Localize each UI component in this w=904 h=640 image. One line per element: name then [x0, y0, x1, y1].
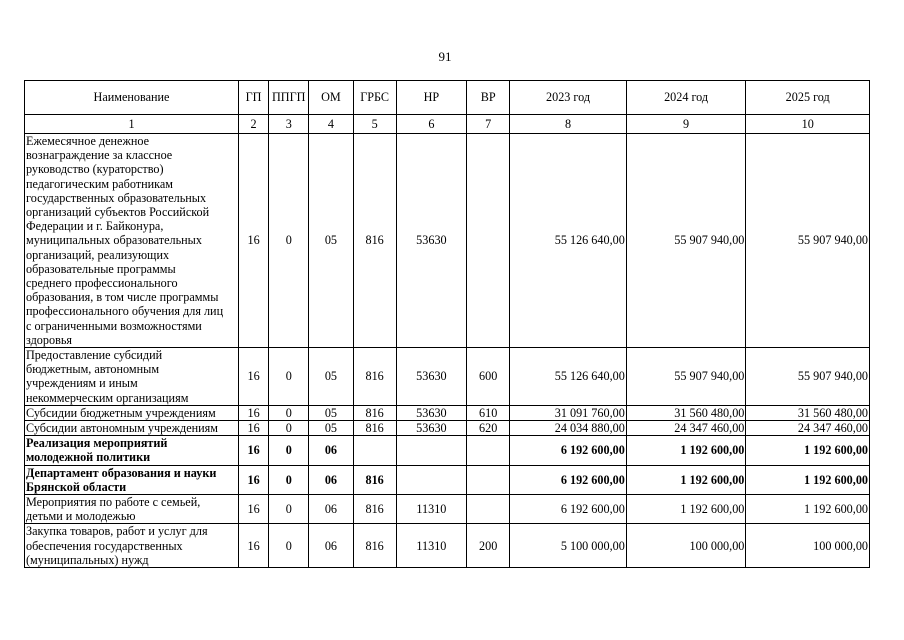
amount-2024-cell: 100 000,00 [626, 524, 746, 568]
header-cell: 2025 год [746, 81, 870, 115]
amount-2025-cell: 1 192 600,00 [746, 436, 870, 465]
amount-2025-cell: 1 192 600,00 [746, 465, 870, 494]
gp-cell: 16 [239, 495, 269, 524]
amount-2023-cell: 24 034 880,00 [510, 421, 627, 436]
header-cell: 2023 год [510, 81, 627, 115]
name-line: Субсидии бюджетным учреждениям [26, 405, 216, 420]
amount-2023-cell: 6 192 600,00 [510, 495, 627, 524]
amount-2025-cell: 31 560 480,00 [746, 405, 870, 420]
amount-2025-cell: 55 907 940,00 [746, 348, 870, 406]
name-line: профессионального обучения для лиц [26, 304, 224, 319]
header-cell: ГП [239, 81, 269, 115]
ppgp-cell: 0 [269, 436, 309, 465]
grbs-cell [353, 436, 396, 465]
row-name-cell [25, 421, 239, 436]
name-line: учреждениям и иным [26, 376, 138, 391]
nr-cell: 53630 [396, 134, 466, 348]
header-cell: ППГП [269, 81, 309, 115]
grbs-cell: 816 [353, 465, 396, 494]
vr-cell [467, 134, 510, 348]
name-line: вознаграждение за классное [26, 148, 173, 163]
ppgp-cell: 0 [269, 524, 309, 568]
row-name-cell [25, 495, 239, 524]
nr-cell: 53630 [396, 421, 466, 436]
column-number: 10 [746, 115, 870, 134]
column-number: 2 [239, 115, 269, 134]
name-line: Предоставление субсидий [26, 348, 163, 363]
vr-cell: 610 [467, 405, 510, 420]
name-line: образовательные программы [26, 261, 176, 276]
gp-cell: 16 [239, 436, 269, 465]
row-name-cell [25, 348, 239, 406]
name-line: образования, в том числе программы [26, 290, 219, 305]
table-row [25, 421, 870, 436]
nr-cell: 53630 [396, 405, 466, 420]
vr-cell: 600 [467, 348, 510, 406]
name-line: здоровья [26, 332, 72, 347]
amount-2025-cell: 100 000,00 [746, 524, 870, 568]
table-row [25, 465, 870, 494]
amount-2024-cell: 1 192 600,00 [626, 436, 746, 465]
amount-2023-cell: 5 100 000,00 [510, 524, 627, 568]
ppgp-cell: 0 [269, 405, 309, 420]
table-row [25, 348, 870, 406]
grbs-cell: 816 [353, 348, 396, 406]
grbs-cell: 816 [353, 524, 396, 568]
vr-cell: 620 [467, 421, 510, 436]
name-line: детьми и молодежью [26, 509, 136, 524]
om-cell: 06 [309, 495, 353, 524]
ppgp-cell: 0 [269, 495, 309, 524]
ppgp-cell: 0 [269, 465, 309, 494]
amount-2023-cell: 31 091 760,00 [510, 405, 627, 420]
om-cell: 06 [309, 436, 353, 465]
header-cell: 2024 год [626, 81, 746, 115]
name-line: Брянской области [26, 479, 127, 494]
ppgp-cell: 0 [269, 134, 309, 348]
header-cell: ГРБС [353, 81, 396, 115]
budget-table [24, 80, 870, 568]
grbs-cell: 816 [353, 134, 396, 348]
grbs-cell: 816 [353, 405, 396, 420]
amount-2024-cell: 1 192 600,00 [626, 465, 746, 494]
amount-2023-cell: 55 126 640,00 [510, 348, 627, 406]
table-row [25, 495, 870, 524]
amount-2023-cell: 6 192 600,00 [510, 465, 627, 494]
name-line: организаций, реализующих [26, 247, 170, 262]
name-line: Департамент образования и науки [26, 465, 217, 480]
column-number-row [25, 115, 870, 134]
name-line: Субсидии автономным учреждениям [26, 421, 218, 436]
gp-cell: 16 [239, 134, 269, 348]
om-cell: 06 [309, 465, 353, 494]
nr-cell: 11310 [396, 524, 466, 568]
gp-cell: 16 [239, 405, 269, 420]
name-line: Закупка товаров, работ и услуг для [26, 524, 208, 539]
gp-cell: 16 [239, 348, 269, 406]
vr-cell: 200 [467, 524, 510, 568]
amount-2024-cell: 24 347 460,00 [626, 421, 746, 436]
name-line: государственных образовательных [26, 190, 207, 205]
amount-2024-cell: 55 907 940,00 [626, 134, 746, 348]
column-number: 7 [467, 115, 510, 134]
amount-2024-cell: 55 907 940,00 [626, 348, 746, 406]
gp-cell: 16 [239, 465, 269, 494]
column-number: 3 [269, 115, 309, 134]
vr-cell [467, 436, 510, 465]
name-line: молодежной политики [26, 450, 151, 465]
om-cell: 05 [309, 134, 353, 348]
nr-cell [396, 465, 466, 494]
column-number: 9 [626, 115, 746, 134]
nr-cell: 11310 [396, 495, 466, 524]
name-line: среднего профессионального [26, 276, 178, 291]
name-line: Федерации и г. Байконура, [26, 219, 164, 234]
page-number: 91 [438, 49, 452, 64]
name-line: бюджетным, автономным [26, 362, 160, 377]
header-cell: ОМ [309, 81, 353, 115]
amount-2025-cell: 24 347 460,00 [746, 421, 870, 436]
name-line: (муниципальных) нужд [26, 552, 149, 567]
name-line: с ограниченными возможностями [26, 318, 202, 333]
name-line: организаций субъектов Российской [26, 205, 210, 220]
amount-2024-cell: 31 560 480,00 [626, 405, 746, 420]
name-line: некоммерческим организациям [26, 390, 189, 405]
name-line: руководство (кураторство) [26, 162, 164, 177]
ppgp-cell: 0 [269, 421, 309, 436]
table-row [25, 524, 870, 568]
ppgp-cell: 0 [269, 348, 309, 406]
vr-cell [467, 465, 510, 494]
grbs-cell: 816 [353, 495, 396, 524]
amount-2025-cell: 55 907 940,00 [746, 134, 870, 348]
column-number: 6 [396, 115, 466, 134]
amount-2025-cell: 1 192 600,00 [746, 495, 870, 524]
table-row [25, 436, 870, 465]
name-line: Мероприятия по работе с семьей, [26, 495, 201, 510]
vr-cell [467, 495, 510, 524]
name-line: педагогическим работникам [26, 176, 174, 191]
row-name-cell [25, 436, 239, 465]
column-number: 1 [25, 115, 239, 134]
row-name-cell [25, 405, 239, 420]
column-number: 5 [353, 115, 396, 134]
amount-2023-cell: 55 126 640,00 [510, 134, 627, 348]
header-cell: ВР [467, 81, 510, 115]
gp-cell: 16 [239, 524, 269, 568]
header-row [25, 81, 870, 115]
row-name-cell [25, 465, 239, 494]
column-number: 4 [309, 115, 353, 134]
om-cell: 06 [309, 524, 353, 568]
grbs-cell: 816 [353, 421, 396, 436]
header-cell: Наименование [25, 81, 239, 115]
table-row [25, 405, 870, 420]
gp-cell: 16 [239, 421, 269, 436]
amount-2023-cell: 6 192 600,00 [510, 436, 627, 465]
row-name-cell [25, 524, 239, 568]
name-line: обеспечения государственных [26, 538, 183, 553]
name-line: Ежемесячное денежное [26, 134, 150, 148]
table-row [25, 134, 870, 348]
om-cell: 05 [309, 348, 353, 406]
amount-2024-cell: 1 192 600,00 [626, 495, 746, 524]
column-number: 8 [510, 115, 627, 134]
name-line: муниципальных образовательных [26, 233, 202, 248]
name-line: Реализация мероприятий [26, 436, 168, 451]
om-cell: 05 [309, 405, 353, 420]
table-body [25, 134, 870, 568]
om-cell: 05 [309, 421, 353, 436]
nr-cell [396, 436, 466, 465]
row-name-cell [25, 134, 239, 348]
nr-cell: 53630 [396, 348, 466, 406]
header-cell: НР [396, 81, 466, 115]
